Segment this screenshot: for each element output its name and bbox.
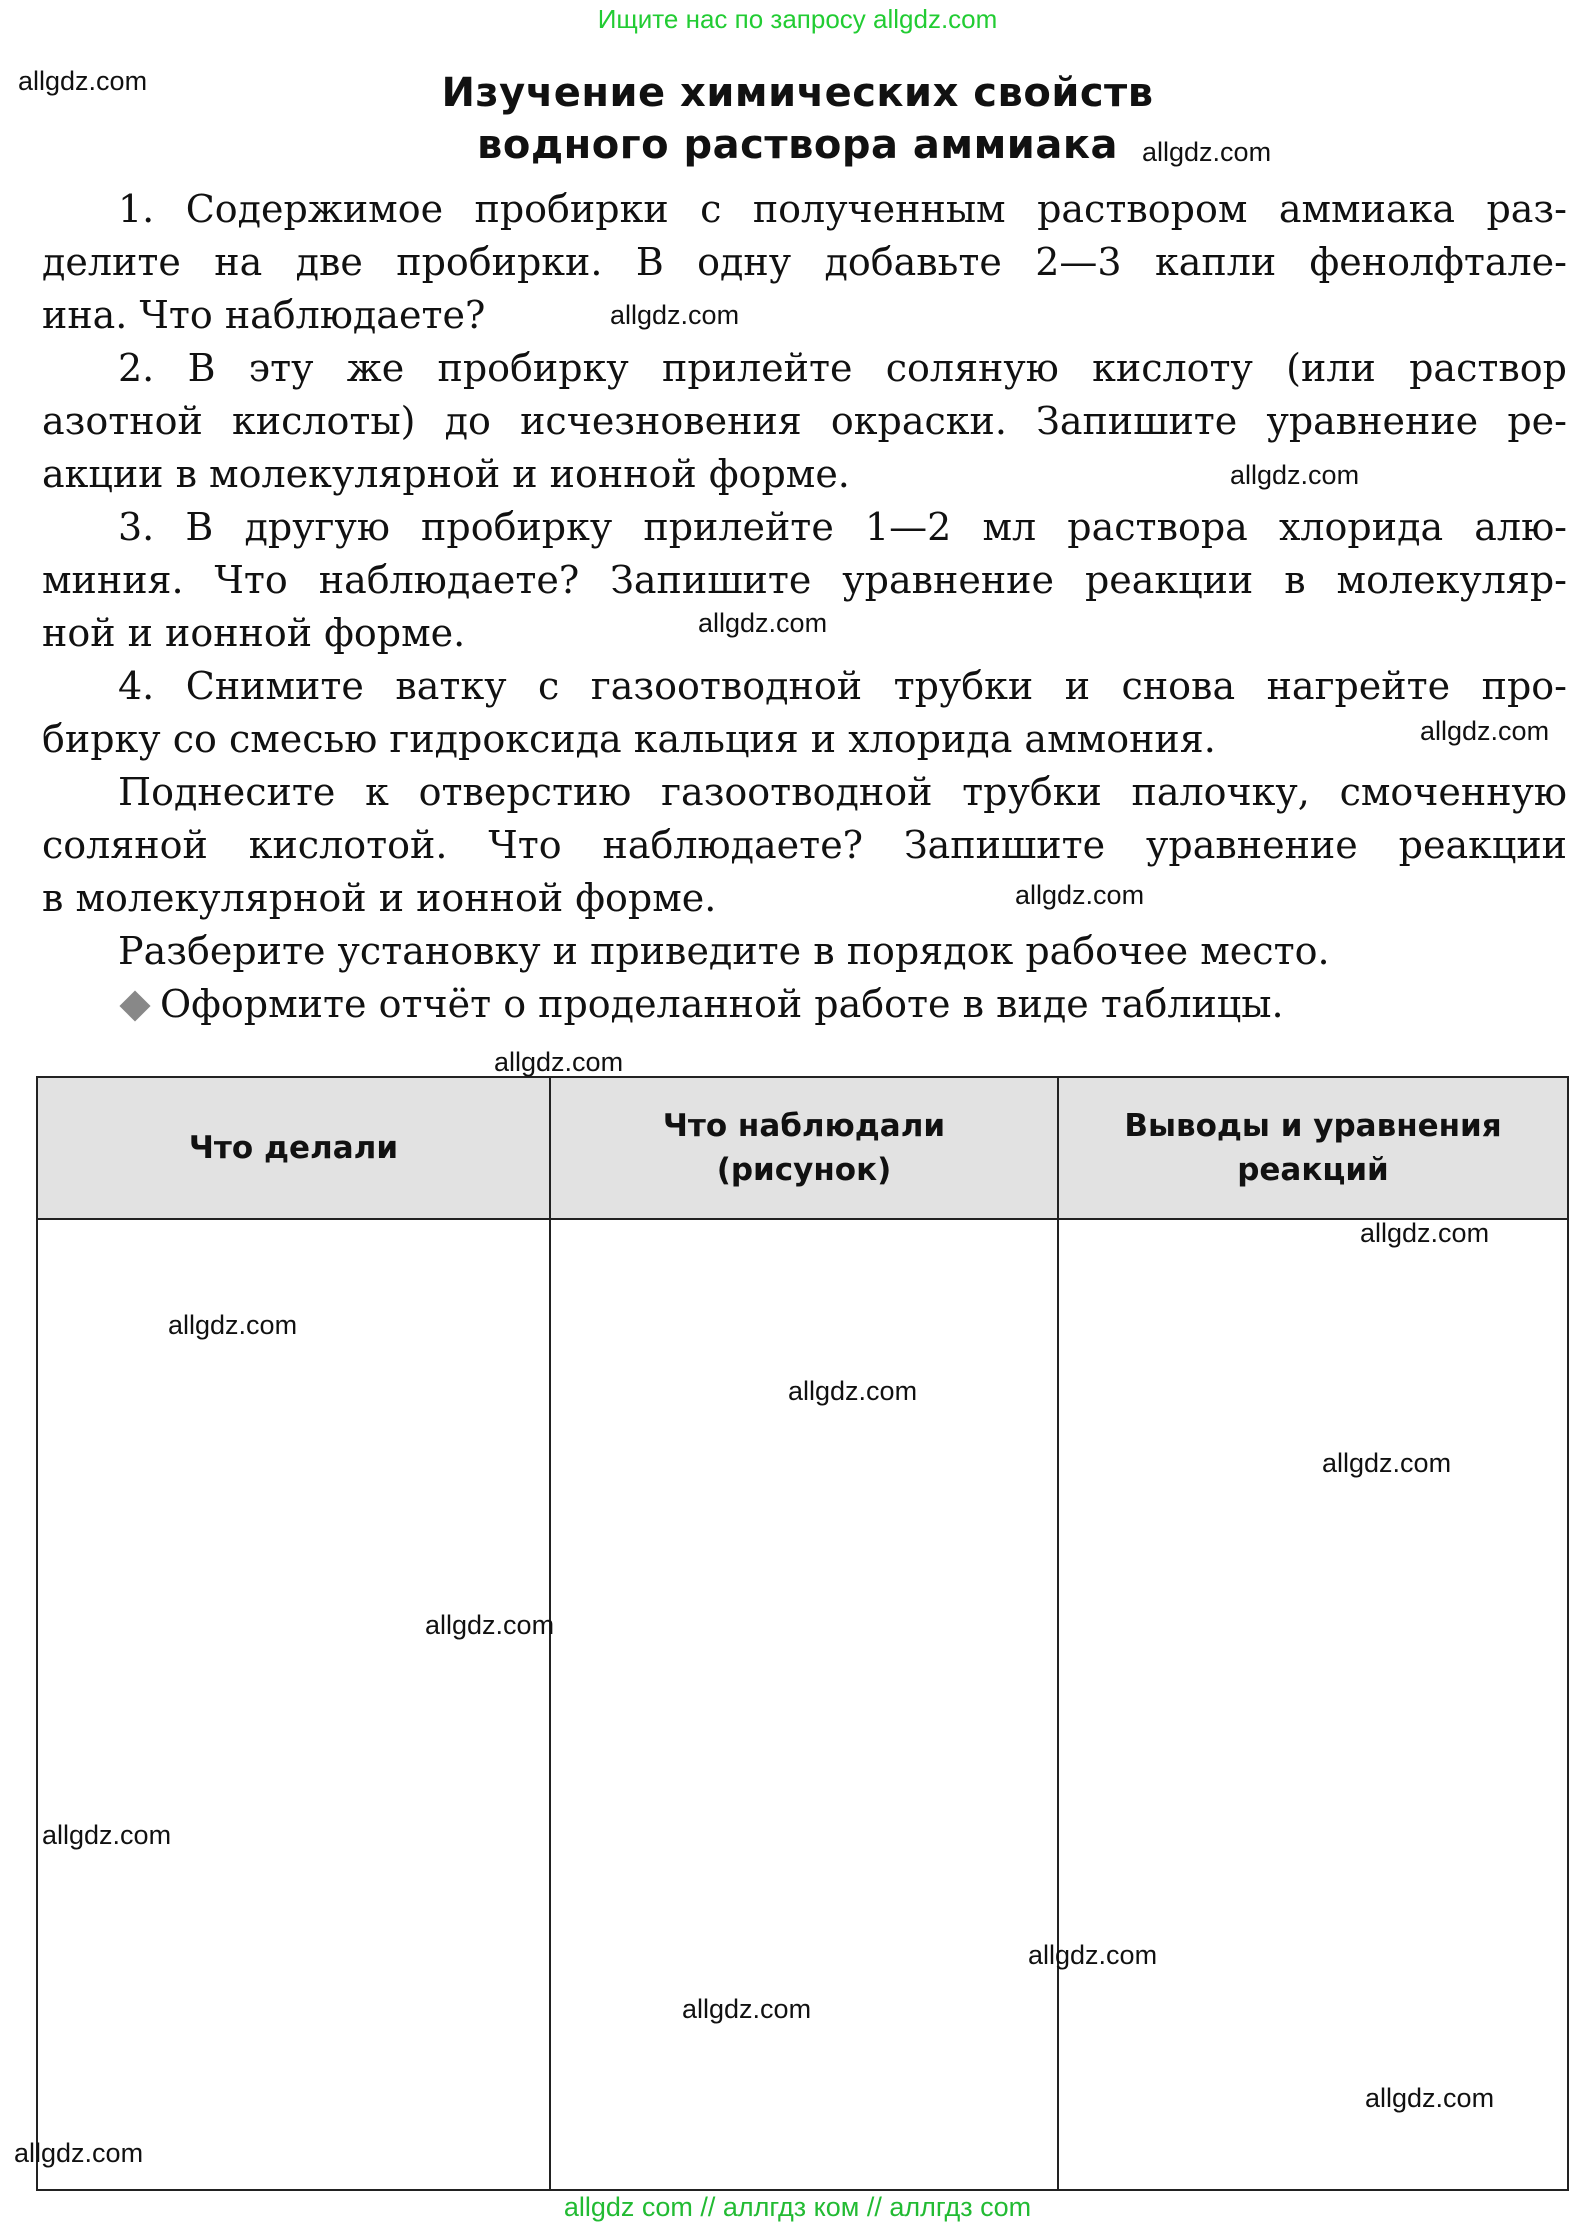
watermark: allgdz.com (494, 1047, 624, 1077)
step3-line3: ной и ионной форме. (42, 611, 466, 655)
column-header-what-done (37, 1077, 550, 1219)
diamond-bullet-icon (119, 990, 150, 1021)
step4-line2: бирку со смесью гидроксида кальция и хлорида аммония. (42, 717, 1216, 761)
step3-line1: 3. В другую пробирку прилейте 1—2 мл раствора хлорида алю- (118, 505, 1567, 549)
footer-links[interactable]: allgdz com // аллгдз ком // аллгдз com (563, 2192, 1032, 2222)
column-header-conclusions-line2: реакций (1237, 1152, 1389, 1188)
extra-line1: Поднесите к отверстию газоотводной трубки палочку, смоченную (118, 770, 1567, 814)
extra-line2: соляной кислотой. Что наблюдаете? Запишите уравнение реакции (42, 823, 1567, 867)
extra-line3: в молекулярной и ионной форме. (42, 876, 717, 920)
table-cell-what-done[interactable] (37, 1219, 550, 2190)
watermark: allgdz.com (1028, 1940, 1158, 1970)
table-cell-observed[interactable] (550, 1219, 1058, 2190)
watermark: allgdz.com (425, 1610, 555, 1640)
step2-line1: 2. В эту же пробирку прилейте соляную кислоту (или раствор (118, 346, 1567, 390)
cleanup-instruction: Разберите установку и приведите в порядок рабочее место. (118, 929, 1330, 973)
step3-line2: миния. Что наблюдаете? Запишите уравнение реакции в молекуляр- (42, 558, 1567, 602)
watermark: allgdz.com (1230, 460, 1360, 490)
table-cell-conclusions[interactable] (1058, 1219, 1568, 2190)
watermark: allgdz.com (1365, 2083, 1495, 2113)
column-header-conclusions (1058, 1077, 1568, 1219)
step1-line2: делите на две пробирки. В одну добавьте 2—3 капли фенолфтале- (42, 240, 1567, 284)
watermark: allgdz.com (1015, 880, 1145, 910)
watermark: allgdz.com (788, 1376, 918, 1406)
column-header-observed-line2: (рисунок) (716, 1152, 892, 1188)
watermark: allgdz.com (168, 1310, 298, 1340)
watermark: allgdz.com (1420, 716, 1550, 746)
column-header-observed-line1: Что наблюдали (662, 1108, 946, 1144)
step2-line2: азотной кислоты) до исчезновения окраски. Запишите уравнение ре- (42, 399, 1567, 443)
watermark: allgdz.com (682, 1994, 812, 2024)
step1-line1: 1. Содержимое пробирки с полученным раствором аммиака раз- (118, 187, 1567, 231)
step4-line1: 4. Снимите ватку с газоотводной трубки и снова нагрейте про- (118, 664, 1567, 708)
report-instruction-text: Оформите отчёт о проделанной работе в виде таблицы. (160, 982, 1284, 1026)
watermark: allgdz.com (1360, 1218, 1490, 1248)
column-header-conclusions-line1: Выводы и уравнения (1124, 1108, 1502, 1144)
watermark: allgdz.com (698, 608, 828, 638)
watermark: allgdz.com (14, 2138, 144, 2168)
report-instruction (118, 978, 1567, 1031)
table-header-row (37, 1077, 1568, 1219)
column-header-observed (550, 1077, 1058, 1219)
top-banner[interactable]: Ищите нас по запросу allgdz.com (597, 4, 998, 34)
watermark: allgdz.com (1322, 1448, 1452, 1478)
step2-line3: акции в молекулярной и ионной форме. (42, 452, 850, 496)
step1-line3: ина. Что наблюдаете? (42, 293, 486, 337)
watermark: allgdz.com (42, 1820, 172, 1850)
watermark: allgdz.com (18, 66, 148, 96)
table-row (37, 1219, 1568, 2190)
watermark: allgdz.com (610, 300, 740, 330)
watermark: allgdz.com (1142, 137, 1272, 167)
page-title-line2: водного раствора аммиака (477, 122, 1118, 168)
column-header-what-done-text: Что делали (188, 1130, 399, 1166)
page-title-line1: Изучение химических свойств (441, 70, 1154, 116)
